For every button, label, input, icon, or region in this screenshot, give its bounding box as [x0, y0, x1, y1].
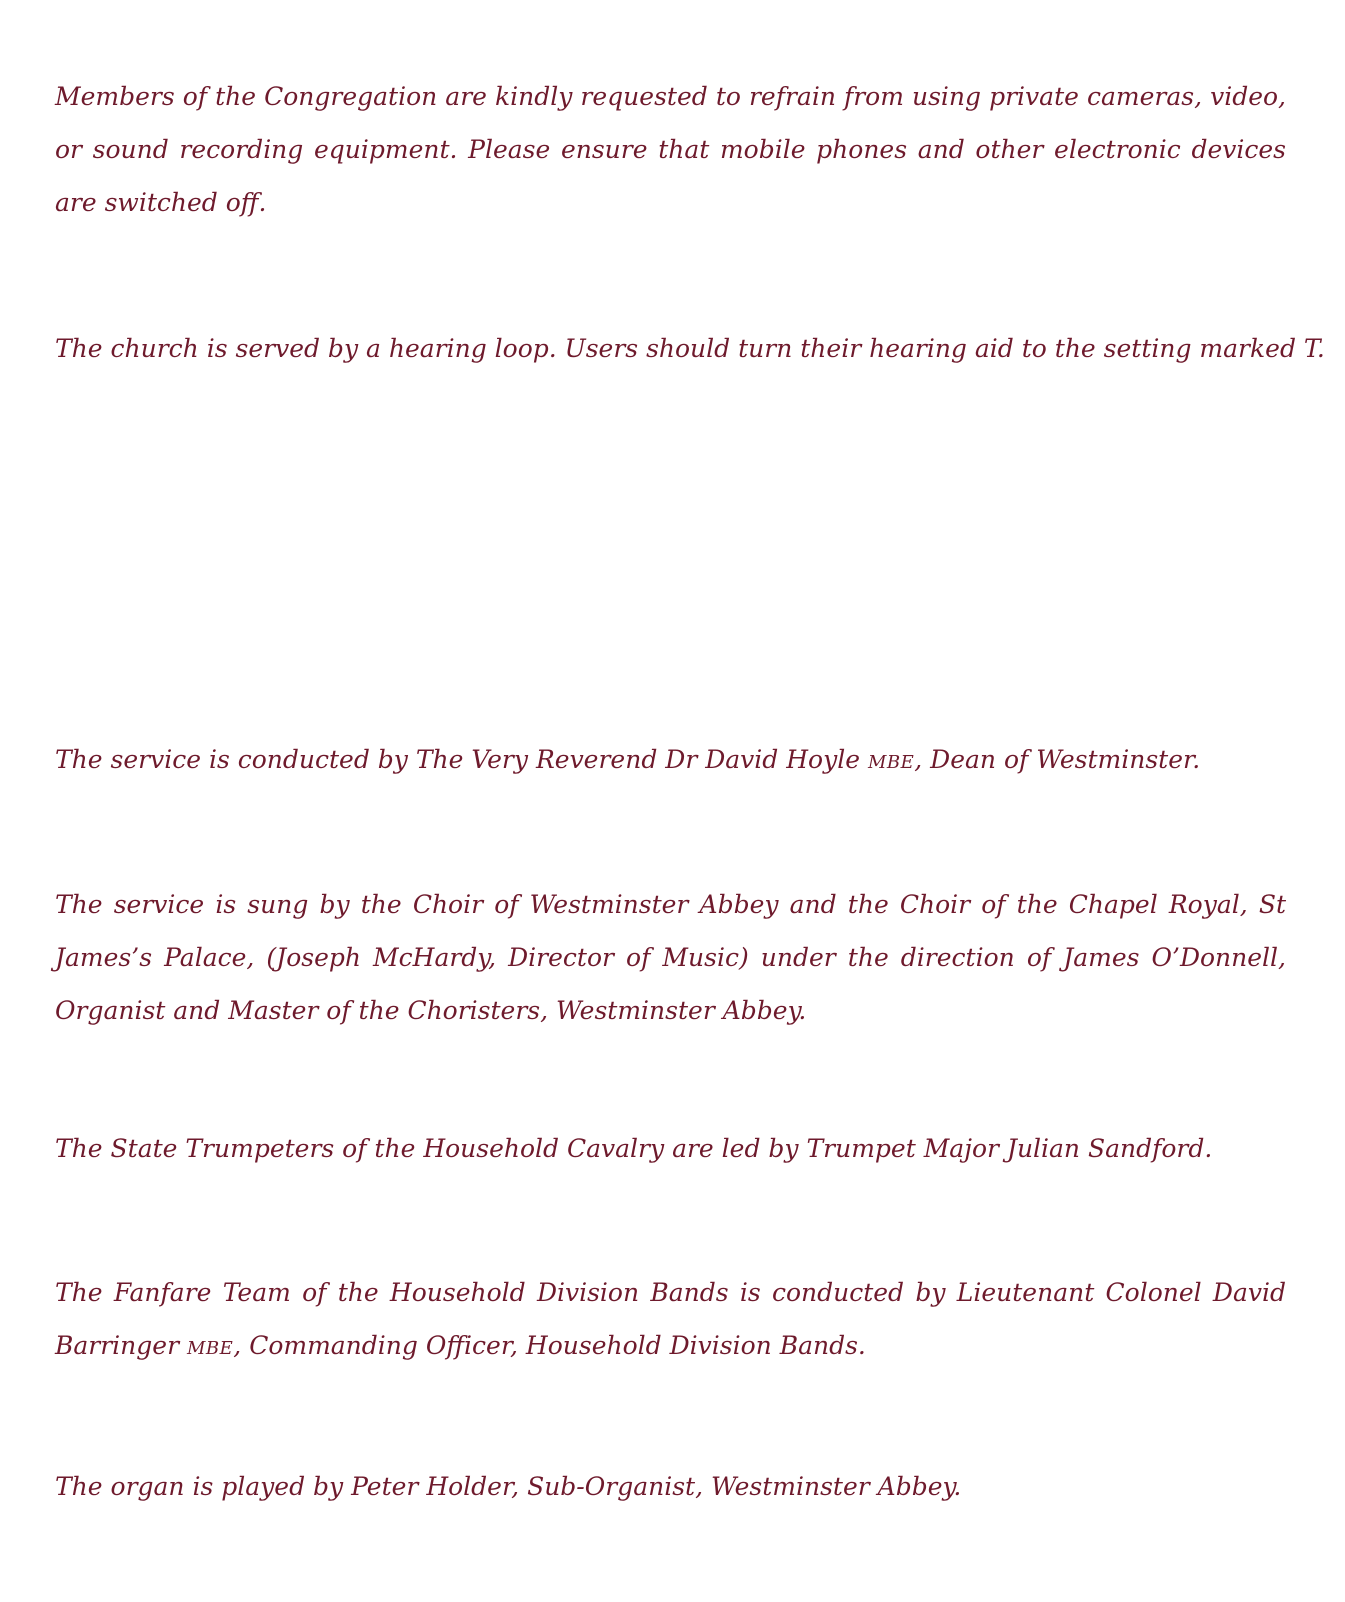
trumpeters-credit: The State Trumpeters of the Household Cavalry are led by Trumpet Major Julian Sandford. — [55, 1134, 1213, 1163]
fanfare-role: , Commanding Officer, Household Division Bands. — [233, 1331, 866, 1360]
conducted-text: The service is conducted by The Very Reverend Dr David Hoyle — [55, 745, 868, 774]
cameras-notice: Members of the Congregation are kindly requested to refrain from using private cameras, video, or sound recording equipment. Please ensure that mobile phones and other electronic devices are switched off. — [55, 82, 1286, 217]
organ-credit: The organ is played by Peter Holder, Sub-Organist, Westminster Abbey. — [55, 1472, 962, 1501]
fanfare-text: The Fanfare Team of the Household Division Bands is conducted by Lieutenant Colonel David Barringer — [55, 1278, 1286, 1360]
hearing-loop-notice: The church is served by a hearing loop. Users should turn their hearing aid to the setting marked T. — [55, 334, 1325, 363]
conducted-role: , Dean of Westminster. — [914, 745, 1201, 774]
fanfare-credit — [55, 1266, 1286, 1375]
fanfare-honour: MBE — [186, 1338, 234, 1359]
conducted-honour: MBE — [867, 752, 915, 773]
choir-credit: The service is sung by the Choir of Westminster Abbey and the Choir of the Chapel Royal, St James’s Palace, (Joseph McHardy, Director of Music) under the direction of James O’Donnell, Organist and Master of the Choristers, Westminster Abbey. — [55, 890, 1286, 1025]
service-conducted-credit — [55, 733, 1286, 789]
